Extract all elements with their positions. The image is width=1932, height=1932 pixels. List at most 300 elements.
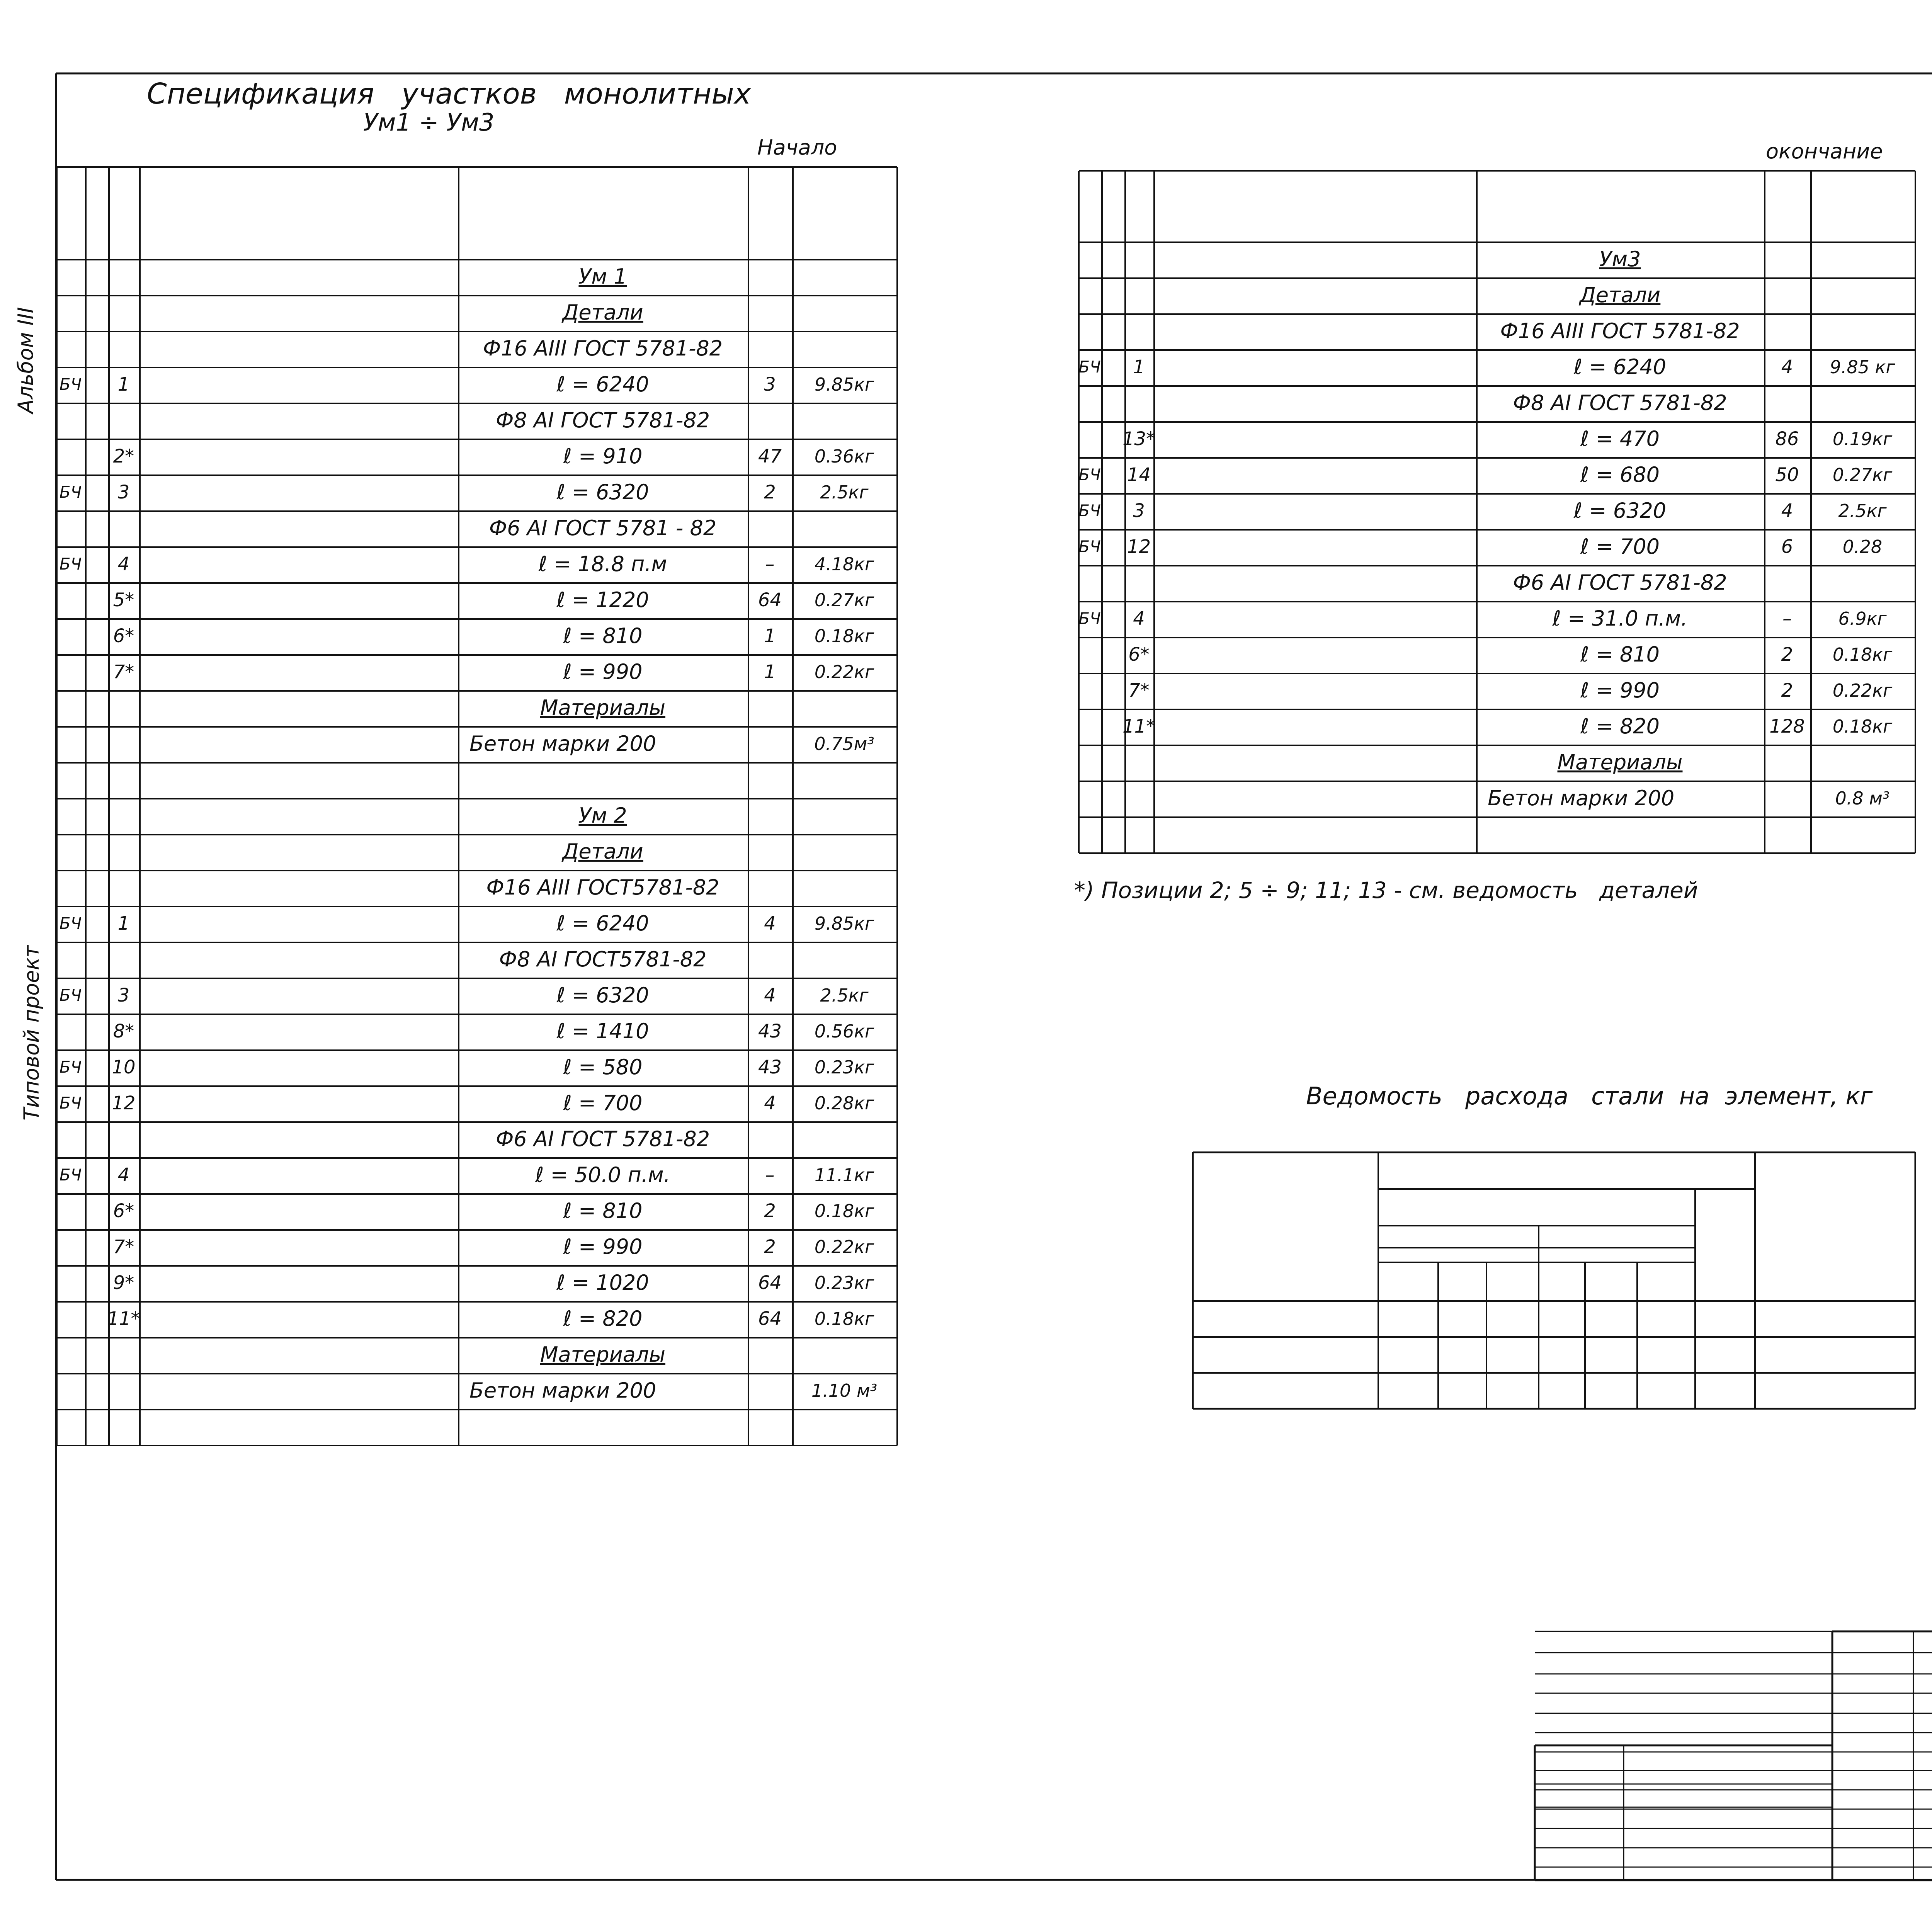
steel-value-cell: [1636, 1372, 1694, 1408]
spec1-pos-cell: 1: [117, 913, 130, 935]
spec1-pos-cell: 2*: [113, 446, 134, 468]
spec1-pos-cell: 4: [117, 1164, 130, 1186]
spec1-name-cell: ℓ = 910: [563, 444, 643, 469]
spec1-pos-cell: [108, 870, 139, 906]
spec2-qty-cell: 4: [1781, 500, 1793, 522]
spec1-format-cell: БЧ: [59, 554, 82, 574]
spec2-format-cell: [1078, 277, 1101, 313]
spec1-format-cell: [56, 1301, 85, 1337]
steel-mark-cell: [1192, 1300, 1378, 1336]
spec1-note-cell: [792, 1337, 896, 1373]
spec1-qty-cell: 4: [764, 1092, 776, 1114]
spec2-note-cell: 0.19кг: [1832, 429, 1893, 450]
spec1-name-cell: Ф16 АIII ГОСТ 5781-82: [483, 336, 723, 361]
spec2-header-name: [1476, 170, 1764, 242]
spec2-note-cell: 0.27кг: [1832, 464, 1893, 486]
spec1-name-cell: ℓ = 810: [563, 1199, 643, 1223]
spec2-note-cell: 0.18кг: [1832, 644, 1893, 665]
spec1-pos-cell: 7*: [113, 661, 134, 683]
spec1-qty-cell: –: [765, 553, 775, 575]
spec-table-1: [56, 166, 896, 1445]
spec1-qty-cell: 1: [764, 661, 776, 683]
spec2-format-cell: БЧ: [1078, 537, 1101, 556]
spec1-name-cell: ℓ = 580: [563, 1055, 643, 1080]
spec1-pos-cell: 8*: [113, 1020, 134, 1043]
spec1-qty-cell: [748, 834, 792, 870]
spec1-name-cell: Бетон марки 200: [469, 1378, 656, 1403]
steel-value-cell: [1486, 1336, 1538, 1372]
spec1-qty-cell: [748, 726, 792, 762]
spec1-qty-cell: 4: [764, 985, 776, 1007]
spec2-note-cell: 6.9кг: [1838, 608, 1887, 629]
spec1-qty-cell: [748, 798, 792, 834]
spec2-note-cell: [1810, 277, 1915, 313]
spec2-name-cell: ℓ = 31.0 п.м.: [1552, 606, 1688, 631]
spec1-qty-cell: 4: [764, 913, 776, 935]
spec1-pos-cell: [108, 295, 139, 331]
spec1-format-cell: [56, 295, 85, 331]
stamp-name-cell: [1913, 1866, 1932, 1885]
spec1-qty-cell: [748, 1409, 792, 1445]
spec1-note-cell: [792, 1409, 896, 1445]
spec2-pos-cell: 13*: [1122, 428, 1156, 450]
steel-header-class: [1378, 1188, 1694, 1225]
spec1-format-cell: [56, 762, 85, 798]
spec1-qty-cell: 2: [764, 1236, 776, 1258]
spec1-note-cell: 0.23кг: [814, 1057, 874, 1078]
steel-total-cell: [1694, 1300, 1754, 1336]
spec1-name-cell: Бетон марки 200: [469, 731, 656, 756]
spec1-qty-cell: 47: [758, 446, 782, 468]
steel-table: [1192, 1151, 1915, 1408]
steel-total-cell: [1694, 1372, 1754, 1408]
spec2-note-cell: 0.8 м³: [1835, 788, 1890, 809]
steel-general-cell: [1754, 1336, 1915, 1372]
steel-value-cell: [1538, 1372, 1584, 1408]
spec1-qty-cell: [748, 1121, 792, 1157]
spec1-header-qty: [748, 166, 792, 259]
spec1-note-cell: [792, 331, 896, 367]
spec2-note-cell: 0.28: [1842, 536, 1883, 558]
spec1-name-cell: Детали: [562, 839, 643, 864]
stamp-name-cell: [1913, 1752, 1932, 1771]
stamp-name-cell: [1913, 1790, 1932, 1809]
spec1-note-cell: [792, 295, 896, 331]
steel-value-cell: [1584, 1372, 1636, 1408]
spec2-pos-cell: 7*: [1128, 680, 1150, 702]
spec1-note-cell: 9.85кг: [814, 374, 874, 395]
spec1-note-cell: 4.18кг: [814, 554, 874, 575]
steel-value-cell: [1437, 1336, 1486, 1372]
spec2-note-cell: 0.18кг: [1832, 716, 1893, 737]
spec2-header-note: [1810, 170, 1915, 242]
spec1-continuation: Начало: [757, 135, 837, 160]
spec1-name-cell: ℓ = 6240: [556, 911, 649, 936]
spec1-qty-cell: [748, 295, 792, 331]
steel-value-cell: [1584, 1300, 1636, 1336]
spec2-name-cell: Ф6 АI ГОСТ 5781-82: [1513, 570, 1727, 595]
steel-value-cell: [1378, 1336, 1437, 1372]
spec2-qty-cell: –: [1782, 608, 1792, 630]
spec2-qty-cell: 50: [1775, 464, 1799, 486]
spec2-qty-cell: [1764, 277, 1810, 313]
stamp-role-cell: [1832, 1847, 1913, 1866]
spec1-format-cell: [56, 510, 85, 546]
spec2-format-cell: [1078, 565, 1101, 601]
spec1-pos-cell: [108, 403, 139, 439]
spec2-pos-cell: 3: [1133, 500, 1145, 522]
spec1-qty-cell: 64: [758, 589, 782, 611]
spec1-name-cell: [458, 762, 748, 798]
spec1-note-cell: 0.22кг: [814, 662, 874, 683]
spec1-name-cell: Ф8 АI ГОСТ 5781-82: [495, 408, 710, 433]
spec2-format-cell: БЧ: [1078, 609, 1101, 628]
spec2-qty-cell: 2: [1781, 644, 1793, 666]
spec2-note-cell: [1810, 745, 1915, 781]
spec1-header-note: [792, 166, 896, 259]
spec1-name-cell: ℓ = 1220: [556, 588, 649, 612]
spec1-name-cell: ℓ = 50.0 п.м.: [535, 1163, 670, 1187]
spec2-continuation: окончание: [1766, 139, 1883, 163]
spec1-note-cell: 1.10 м³: [811, 1380, 878, 1401]
spec1-format-cell: [56, 331, 85, 367]
spec1-format-cell: БЧ: [59, 1165, 82, 1185]
spec2-pos-cell: [1124, 277, 1153, 313]
steel-mark-cell: [1192, 1372, 1378, 1408]
spec2-name-cell: Ум3: [1599, 247, 1641, 272]
spec1-name-cell: ℓ = 6320: [556, 983, 649, 1008]
spec2-pos-cell: [1124, 385, 1153, 421]
spec1-name-cell: Ф6 АI ГОСТ 5781-82: [495, 1127, 710, 1151]
spec1-qty-cell: [748, 1337, 792, 1373]
spec1-pos-cell: [108, 1373, 139, 1409]
stamp-name-cell: [1913, 1828, 1932, 1847]
spec2-pos-cell: [1124, 313, 1153, 349]
spec1-format-cell: [56, 1121, 85, 1157]
spec2-note-cell: [1810, 565, 1915, 601]
spec1-qty-cell: [748, 762, 792, 798]
stamp-role-cell: [1832, 1790, 1913, 1809]
spec1-format-cell: [56, 834, 85, 870]
spec2-pos-cell: 4: [1133, 608, 1145, 630]
spec1-subtitle: Ум1 ÷ Ум3: [363, 108, 495, 136]
spec1-qty-cell: 2: [764, 1200, 776, 1222]
spec1-qty-cell: 43: [758, 1056, 782, 1078]
steel-value-cell: [1538, 1300, 1584, 1336]
spec1-format-cell: БЧ: [59, 1058, 82, 1077]
spec2-name-cell: ℓ = 6240: [1573, 355, 1667, 379]
spec1-note-cell: [792, 942, 896, 978]
spec2-note-cell: [1810, 385, 1915, 421]
spec1-qty-cell: –: [765, 1164, 775, 1186]
spec1-qty-cell: [748, 510, 792, 546]
spec2-pos-cell: [1124, 565, 1153, 601]
spec2-name-cell: ℓ = 470: [1580, 427, 1660, 451]
steel-subheader: [1584, 1262, 1636, 1300]
steel-value-cell: [1437, 1300, 1486, 1336]
spec2-qty-cell: 2: [1781, 680, 1793, 702]
spec2-pos-cell: 12: [1127, 536, 1151, 558]
spec1-note-cell: 2.5кг: [820, 985, 869, 1006]
spec1-qty-cell: 64: [758, 1308, 782, 1330]
steel-value-cell: [1437, 1372, 1486, 1408]
spec1-note-cell: [792, 1121, 896, 1157]
steel-value-cell: [1636, 1336, 1694, 1372]
spec2-pos-cell: [1124, 242, 1153, 277]
spec2-name-cell: ℓ = 6320: [1573, 498, 1667, 523]
spec2-name-cell: Детали: [1579, 283, 1661, 308]
spec2-qty-cell: [1764, 385, 1810, 421]
spec1-note-cell: 0.18кг: [814, 1201, 874, 1222]
spec1-format-cell: [56, 403, 85, 439]
steel-title: Ведомость расхода стали на элемент, кг: [1306, 1082, 1873, 1110]
spec1-name-cell: Ф8 АI ГОСТ5781-82: [499, 947, 707, 972]
spec2-name-cell: Ф16 АIII ГОСТ 5781-82: [1500, 319, 1740, 344]
project-label: Типовой проект: [19, 945, 44, 1121]
spec2-name-cell: ℓ = 680: [1580, 463, 1660, 487]
spec1-note-cell: [792, 798, 896, 834]
spec1-format-cell: [56, 582, 85, 618]
spec2-note-cell: [1810, 816, 1915, 852]
spec1-note-cell: 0.36кг: [814, 446, 874, 467]
spec2-format-cell: БЧ: [1078, 465, 1101, 485]
spec1-note-cell: 0.22кг: [814, 1236, 874, 1258]
stamp-name-cell: [1913, 1847, 1932, 1866]
title-block: [1534, 1631, 1932, 1880]
steel-subheader: [1538, 1262, 1584, 1300]
steel-general-cell: [1754, 1372, 1915, 1408]
stamp-role-cell: [1832, 1828, 1913, 1847]
spec1-format-cell: БЧ: [59, 1094, 82, 1113]
spec1-note-cell: [792, 690, 896, 726]
spec1-name-cell: Ум 2: [578, 803, 627, 828]
spec1-note-cell: [792, 762, 896, 798]
spec1-header-name: [458, 166, 748, 259]
spec1-name-cell: ℓ = 1020: [556, 1270, 649, 1295]
spec2-name-cell: [1476, 816, 1764, 852]
spec2-note-cell: 0.22кг: [1832, 680, 1893, 701]
spec1-pos-cell: 3: [117, 985, 130, 1007]
spec1-qty-cell: 43: [758, 1020, 782, 1043]
spec1-pos-cell: 9*: [113, 1272, 134, 1294]
spec2-pos-cell: [1124, 816, 1153, 852]
spec1-name-cell: ℓ = 990: [563, 1235, 643, 1259]
spec2-name-cell: Бетон марки 200: [1488, 786, 1675, 811]
spec1-name-cell: Ф16 АIII ГОСТ5781-82: [486, 875, 719, 900]
spec1-format-cell: БЧ: [59, 986, 82, 1005]
spec1-name-cell: Ф6 АI ГОСТ 5781 - 82: [489, 516, 717, 541]
spec1-format-cell: [56, 1229, 85, 1265]
spec1-pos-cell: [108, 726, 139, 762]
stamp-role-cell: [1832, 1809, 1913, 1828]
spec1-name-cell: ℓ = 820: [563, 1306, 643, 1331]
footnote: *) Позиции 2; 5 ÷ 9; 11; 13 - см. ведомость деталей: [1074, 877, 1698, 903]
spec1-qty-cell: [748, 403, 792, 439]
spec1-pos-cell: [108, 331, 139, 367]
spec1-note-cell: 9.85кг: [814, 913, 874, 934]
spec2-qty-cell: 86: [1775, 428, 1799, 450]
spec1-name-cell: Детали: [562, 300, 643, 325]
spec1-pos-cell: 10: [112, 1056, 136, 1078]
stamp-name-cell: [1913, 1771, 1932, 1790]
spec1-pos-cell: [108, 690, 139, 726]
spec2-format-cell: [1078, 242, 1101, 277]
stamp-role-cell: [1832, 1752, 1913, 1771]
spec1-note-cell: 0.28кг: [814, 1093, 874, 1114]
spec1-note-cell: 0.75м³: [814, 733, 874, 755]
spec1-pos-cell: [108, 1337, 139, 1373]
spec1-qty-cell: [748, 259, 792, 295]
spec1-format-cell: [56, 1373, 85, 1409]
spec1-format-cell: [56, 942, 85, 978]
spec1-note-cell: 0.18кг: [814, 1308, 874, 1330]
spec1-format-cell: [56, 1193, 85, 1229]
spec2-name-cell: Материалы: [1557, 750, 1683, 775]
spec2-format-cell: [1078, 781, 1101, 816]
spec1-name-cell: Материалы: [540, 696, 665, 720]
spec2-header-designation: [1153, 170, 1476, 242]
spec1-format-cell: [56, 798, 85, 834]
spec1-qty-cell: [748, 331, 792, 367]
spec1-name-cell: ℓ = 810: [563, 624, 643, 648]
spec1-pos-cell: [108, 798, 139, 834]
steel-value-cell: [1538, 1336, 1584, 1372]
spec2-qty-cell: [1764, 745, 1810, 781]
spec1-pos-cell: 6*: [113, 625, 134, 647]
spec1-pos-cell: [108, 1409, 139, 1445]
spec1-header-designation: [139, 166, 458, 259]
spec1-pos-cell: 6*: [113, 1200, 134, 1222]
spec2-name-cell: ℓ = 990: [1580, 678, 1660, 703]
spec1-pos-cell: [108, 762, 139, 798]
steel-subheader: [1486, 1262, 1538, 1300]
spec1-name-cell: ℓ = 990: [563, 660, 643, 684]
spec1-note-cell: 11.1кг: [814, 1165, 874, 1186]
spec2-note-cell: [1810, 313, 1915, 349]
spec1-qty-cell: [748, 942, 792, 978]
steel-value-cell: [1486, 1300, 1538, 1336]
spec1-pos-cell: 4: [117, 553, 130, 575]
spec1-qty-cell: 1: [764, 625, 776, 647]
spec1-note-cell: 0.18кг: [814, 626, 874, 647]
spec1-qty-cell: 3: [764, 374, 776, 396]
spec1-name-cell: Материалы: [540, 1342, 665, 1367]
spec2-pos-cell: 1: [1133, 356, 1145, 378]
steel-general-cell: [1754, 1300, 1915, 1336]
stamp-role-cell: [1832, 1866, 1913, 1885]
spec1-format-cell: [56, 690, 85, 726]
steel-subheader: [1694, 1262, 1754, 1300]
spec1-pos-cell: 1: [117, 374, 130, 396]
spec1-format-cell: БЧ: [59, 914, 82, 933]
spec2-format-cell: [1078, 385, 1101, 421]
spec1-format-cell: [56, 654, 85, 690]
spec1-qty-cell: 64: [758, 1272, 782, 1294]
steel-value-cell: [1486, 1372, 1538, 1408]
spec2-pos-cell: [1124, 745, 1153, 781]
album-label: Альбом III: [14, 307, 38, 413]
spec1-format-cell: [56, 618, 85, 654]
spec2-qty-cell: [1764, 816, 1810, 852]
spec1-note-cell: 0.56кг: [814, 1021, 874, 1042]
spec1-pos-cell: [108, 1121, 139, 1157]
spec1-note-cell: [792, 403, 896, 439]
steel-value-cell: [1584, 1336, 1636, 1372]
steel-value-cell: [1378, 1300, 1437, 1336]
spec2-note-cell: 2.5кг: [1838, 500, 1887, 522]
spec1-format-cell: [56, 259, 85, 295]
spec2-format-cell: [1078, 816, 1101, 852]
spec2-name-cell: ℓ = 700: [1580, 534, 1660, 559]
spec2-format-cell: БЧ: [1078, 501, 1101, 520]
spec1-pos-cell: 7*: [113, 1236, 134, 1258]
spec1-format-cell: [56, 1409, 85, 1445]
spec2-name-cell: ℓ = 820: [1580, 714, 1660, 739]
spec2-name-cell: Ф8 АI ГОСТ 5781-82: [1513, 391, 1727, 415]
steel-total-cell: [1694, 1336, 1754, 1372]
spec1-name-cell: Ум 1: [578, 264, 627, 289]
spec-table-2: [1078, 170, 1915, 852]
spec1-format-cell: БЧ: [59, 375, 82, 394]
spec1-pos-cell: 12: [112, 1092, 136, 1114]
spec1-format-cell: [56, 1265, 85, 1301]
spec2-pos-cell: [1124, 781, 1153, 816]
steel-header-mark: [1192, 1151, 1378, 1300]
spec1-note-cell: 0.27кг: [814, 590, 874, 611]
spec2-format-cell: [1078, 673, 1101, 709]
stamp-role-cell: [1832, 1771, 1913, 1790]
spec1-name-cell: ℓ = 6320: [556, 480, 649, 505]
spec1-name-cell: ℓ = 700: [563, 1091, 643, 1116]
spec1-pos-cell: [108, 834, 139, 870]
steel-subheader: [1437, 1262, 1486, 1300]
spec1-format-cell: [56, 1014, 85, 1049]
spec1-pos-cell: [108, 259, 139, 295]
spec2-qty-cell: [1764, 781, 1810, 816]
spec1-qty-cell: 2: [764, 481, 776, 503]
spec2-format-cell: [1078, 637, 1101, 673]
privyazan-label: [1542, 1747, 1824, 1781]
spec1-name-cell: ℓ = 6240: [556, 372, 649, 397]
steel-subheader: [1378, 1262, 1437, 1300]
spec1-qty-cell: [748, 1373, 792, 1409]
steel-subheader: [1636, 1262, 1694, 1300]
steel-mark-cell: [1192, 1336, 1378, 1372]
inv-label: [1538, 1866, 1627, 1882]
spec2-qty-cell: 128: [1769, 716, 1805, 738]
spec2-format-cell: БЧ: [1078, 357, 1101, 377]
steel-value-cell: [1378, 1372, 1437, 1408]
spec1-pos-cell: [108, 510, 139, 546]
spec2-note-cell: [1810, 242, 1915, 277]
spec1-qty-cell: [748, 870, 792, 906]
spec2-name-cell: ℓ = 810: [1580, 642, 1660, 667]
spec1-note-cell: [792, 259, 896, 295]
spec1-note-cell: [792, 870, 896, 906]
spec1-note-cell: 0.23кг: [814, 1272, 874, 1294]
spec2-qty-cell: [1764, 565, 1810, 601]
spec1-title: Спецификация участков монолитных: [147, 77, 751, 111]
spec2-format-cell: [1078, 421, 1101, 457]
steel-header-general: [1754, 1151, 1915, 1300]
stamp-name-cell: [1913, 1809, 1932, 1828]
spec2-format-cell: [1078, 745, 1101, 781]
spec2-qty-cell: [1764, 242, 1810, 277]
spec2-header-qty: [1764, 170, 1810, 242]
spec1-format-cell: [56, 870, 85, 906]
spec2-pos-cell: 6*: [1128, 644, 1150, 666]
spec1-pos-cell: [108, 942, 139, 978]
